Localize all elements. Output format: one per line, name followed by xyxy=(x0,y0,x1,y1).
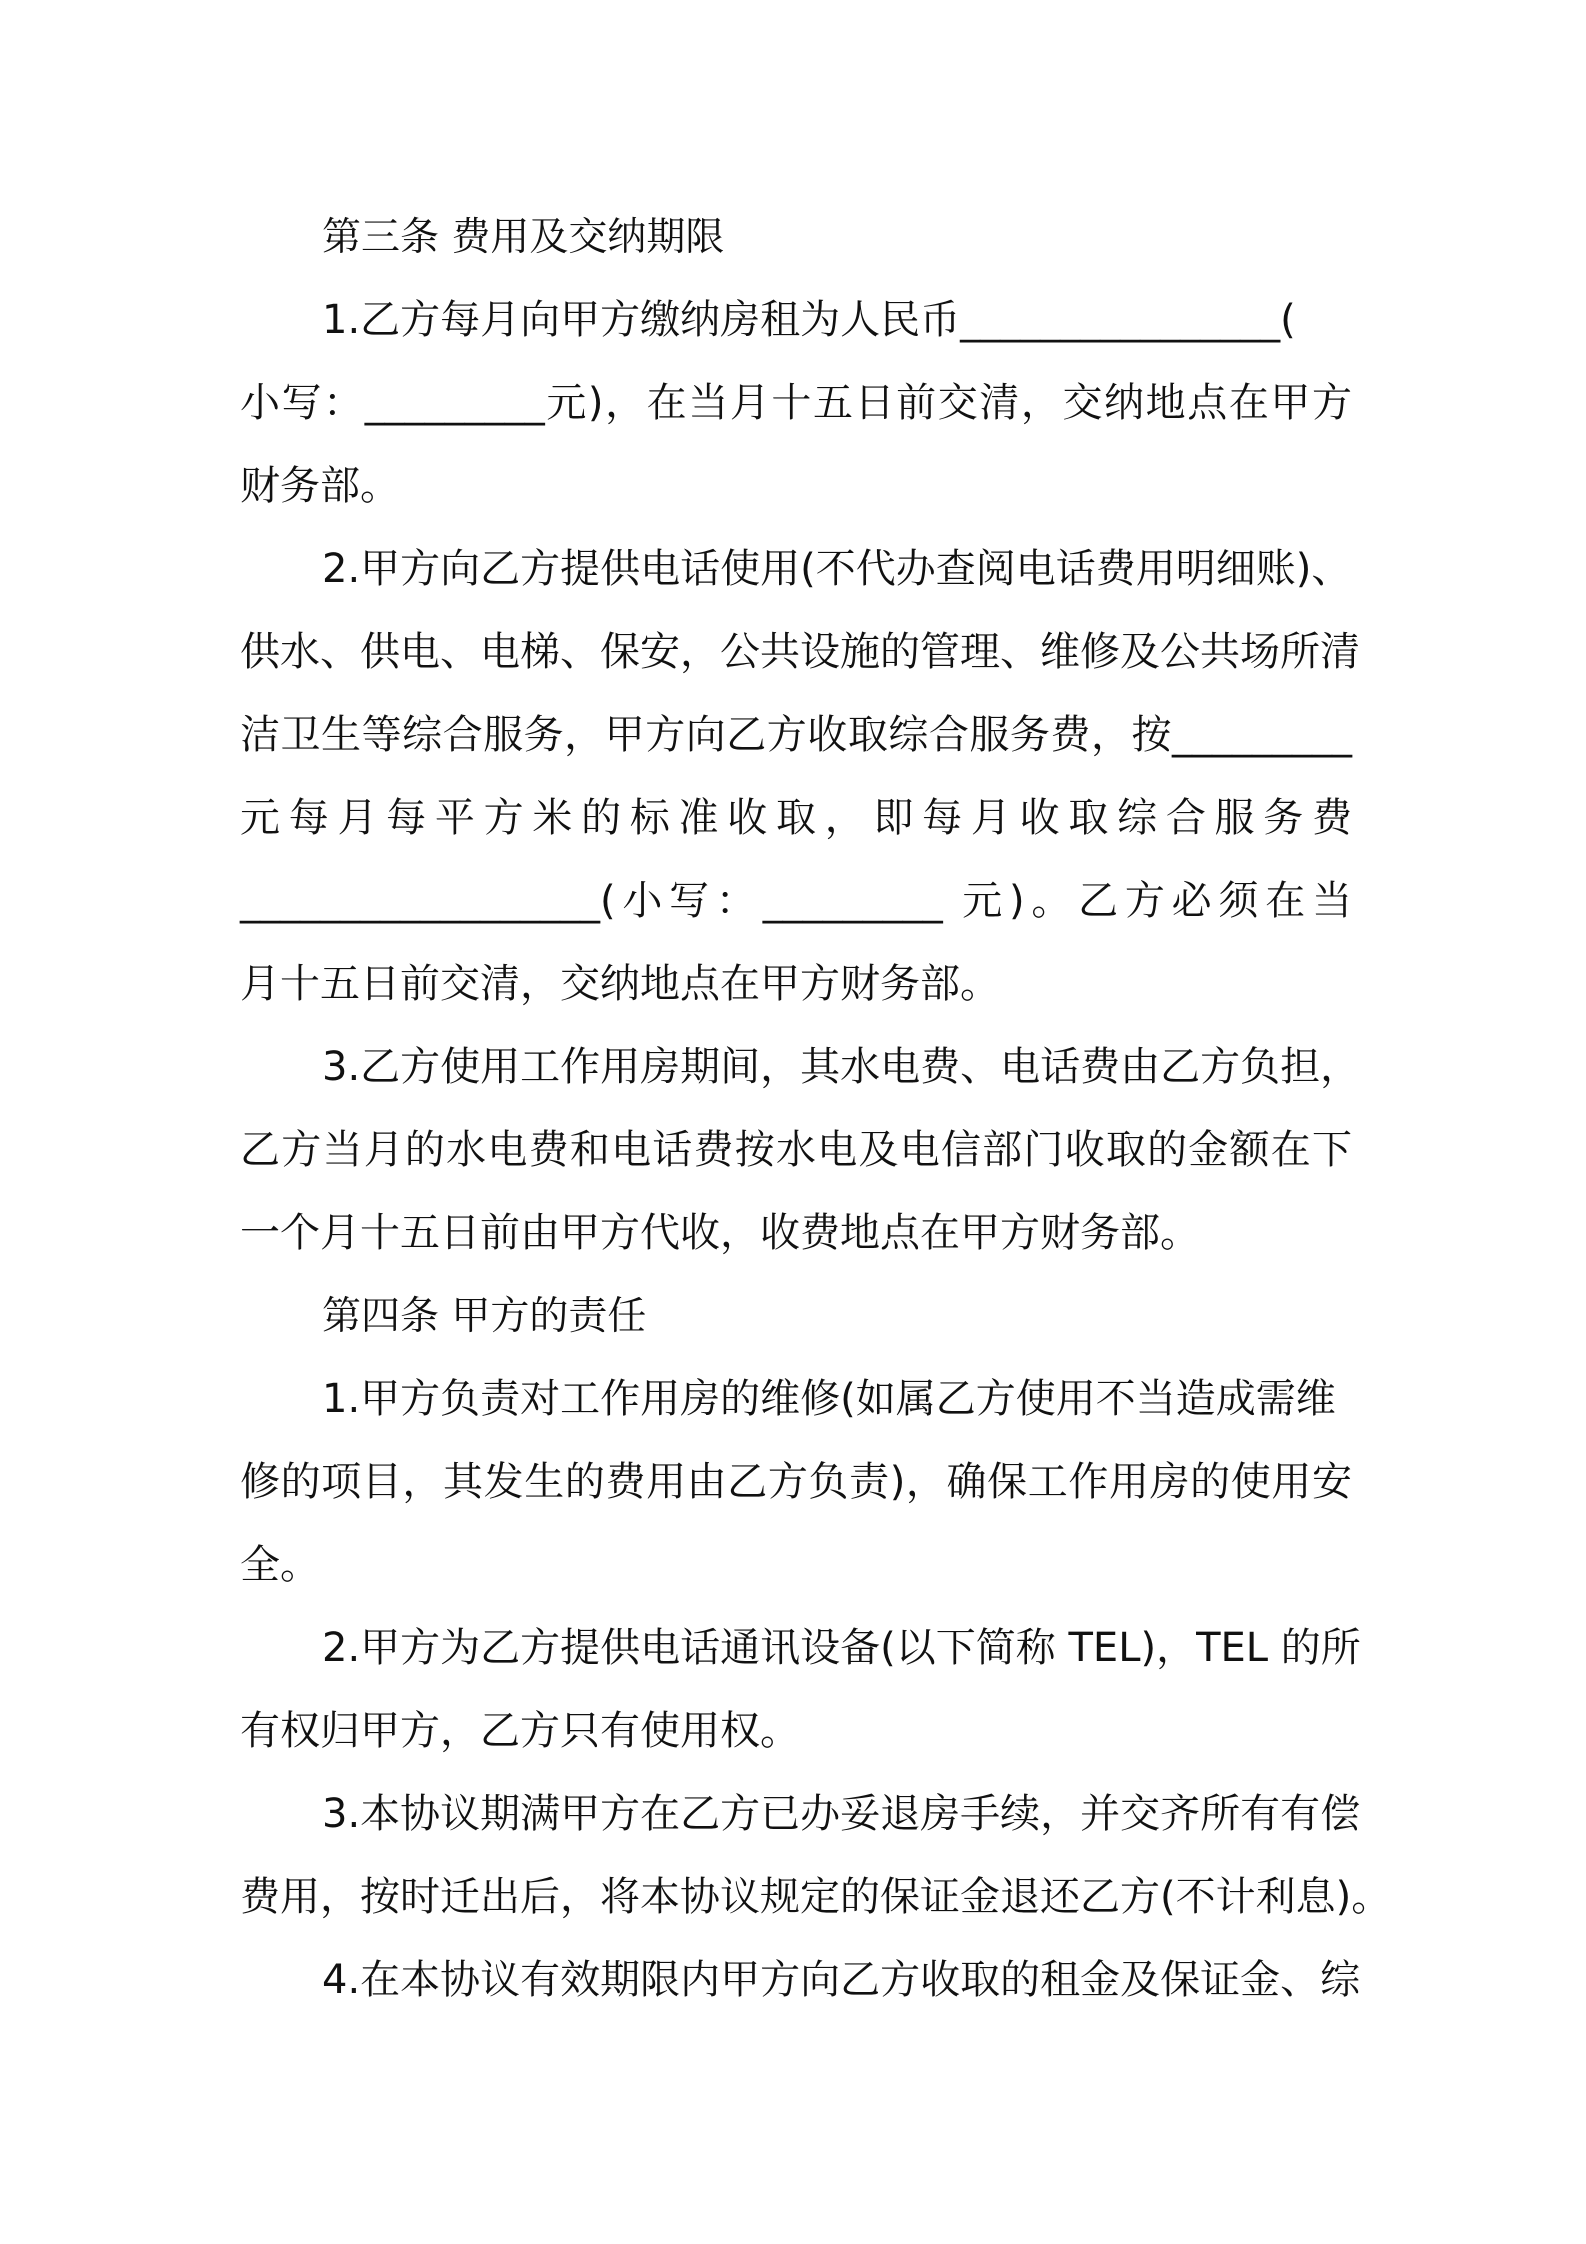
article-4-item-1-line-1: 1.甲方负责对工作用房的维修(如属乙方使用不当造成需维 xyxy=(322,1376,1336,1422)
article-4-item-1-line-2: 修的项目，其发生的费用由乙方负责)，确保工作用房的使用安 xyxy=(240,1459,1352,1505)
article-3-item-2-line-5: __________________(小写：_________ 元)。乙方必须在当 xyxy=(240,878,1352,924)
article-3-item-2-line-6: 月十五日前交清，交纳地点在甲方财务部。 xyxy=(240,961,1000,1007)
article-3-item-3-line-2: 乙方当月的水电费和电话费按水电及电信部门收取的金额在下 xyxy=(240,1127,1352,1173)
article-3-item-2-line-3: 洁卫生等综合服务，甲方向乙方收取综合服务费，按_________ xyxy=(240,712,1352,758)
article-4-item-2-line-2: 有权归甲方，乙方只有使用权。 xyxy=(240,1708,800,1754)
article-3-item-1-line-3: 财务部。 xyxy=(240,463,400,509)
article-4-item-2-line-1: 2.甲方为乙方提供电话通讯设备(以下简称 TEL)，TEL 的所 xyxy=(322,1625,1361,1671)
article-4-item-1-line-3: 全。 xyxy=(240,1542,320,1588)
article-3-item-3-line-1: 3.乙方使用工作用房期间，其水电费、电话费由乙方负担， xyxy=(322,1044,1361,1090)
article-3-item-2-line-1: 2.甲方向乙方提供电话使用(不代办查阅电话费用明细账)、 xyxy=(322,546,1352,592)
article-3-heading: 第三条 费用及交纳期限 xyxy=(322,215,725,260)
article-4-item-4-line-1: 4.在本协议有效期限内甲方向乙方收取的租金及保证金、综 xyxy=(322,1957,1361,2003)
article-3-item-3-line-3: 一个月十五日前由甲方代收，收费地点在甲方财务部。 xyxy=(240,1210,1200,1256)
article-4-item-3-line-2: 费用，按时迁出后，将本协议规定的保证金退还乙方(不计利息)。 xyxy=(240,1874,1392,1920)
article-3-item-2-line-2: 供水、供电、电梯、保安，公共设施的管理、维修及公共场所清 xyxy=(240,629,1360,675)
article-3-item-1-line-1: 1.乙方每月向甲方缴纳房租为人民币________________( xyxy=(322,297,1296,343)
article-3-item-1-line-2: 小写：_________元)，在当月十五日前交清，交纳地点在甲方 xyxy=(240,380,1352,426)
article-4-heading: 第四条 甲方的责任 xyxy=(322,1294,647,1339)
article-3-item-2-line-4: 元每月每平方米的标准收取，即每月收取综合服务费 xyxy=(240,795,1352,841)
article-4-item-3-line-1: 3.本协议期满甲方在乙方已办妥退房手续，并交齐所有有偿 xyxy=(322,1791,1361,1837)
document-body xyxy=(240,196,1392,2022)
